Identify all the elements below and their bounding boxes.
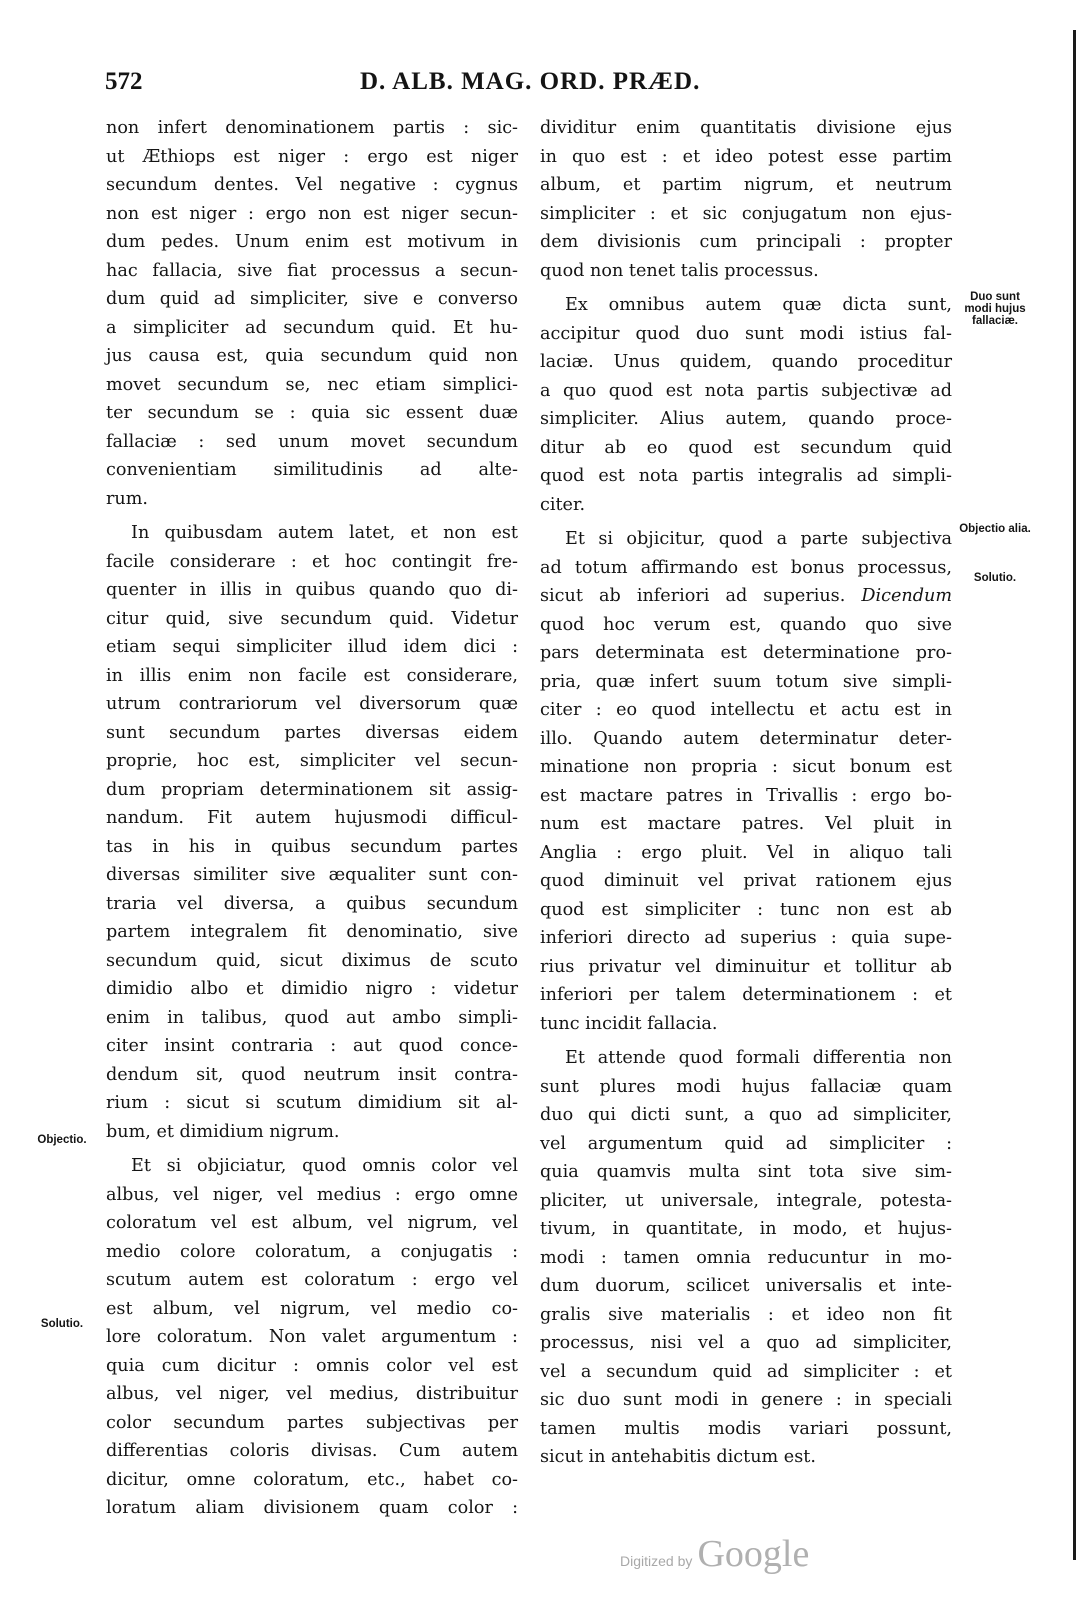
text-line: convenientiam similitudinis ad alte- [106,460,518,480]
text-line: pria, quæ infert suum totum sive simpli- [540,671,952,692]
text-line: etiam sequi simpliciter illud idem dici : [106,637,518,657]
text-line: est mactare patres in Trivallis : ergo bo- [540,785,952,806]
text-line: quod est nota partis integralis ad simpli- [540,466,952,486]
google-logo: Google [697,1533,810,1575]
text-line: minatione non propria : sicut bonum est [540,757,952,777]
text-line: vel a secundum quid ad simpliciter : et [540,1361,952,1382]
text-line: albus, vel niger, vel medius, distribuitur [106,1384,518,1404]
text-line: inferiori directo ad superius : quia supe- [540,928,952,948]
text-line: rium : sicut si scutum dimidium sit al- [106,1093,518,1113]
text-line: ditur ab eo quod est secundum quid [540,437,952,458]
page-header [0,68,1085,104]
text-line: modi : tamen omnia reducuntur in mo- [540,1247,952,1268]
text-line: secundum quid, sicut diximus de scuto [106,950,518,971]
text-line [540,582,952,611]
text-line: hac fallacia, sive fiat processus a secun- [106,260,518,281]
text-line: citer : eo quod intellectu et actu est in [540,700,952,720]
text-line: est album, vel nigrum, vel medio co- [106,1298,518,1319]
margin-note-objectio-alia: Objectio alia. [959,523,1031,535]
text-line: bum, et dimidium nigrum. [106,1121,340,1142]
left-column [106,114,518,1523]
text-line: pliciter, ut universale, integrale, potesta- [540,1190,952,1211]
text-line: sicut in antehabitis dictum est. [540,1447,816,1467]
text-line: quod est simpliciter : tunc non est ab [540,899,952,920]
text-line-start: sicut ab inferiori ad superius. [540,586,846,606]
text-line: simpliciter : et sic conjugatum non ejus- [540,203,952,224]
text-line: quia quamvis multa sint tota sive sim- [540,1162,952,1182]
text-line: non infert denominationem partis : sic- [106,118,518,138]
text-line: Et si objicitur, quod a parte subjectiva [565,529,952,549]
text-line: sunt secundum partes diversas eidem [106,722,518,743]
text-line: quod hoc verum est, quando quo sive [540,614,952,635]
text-line: In quibusdam autem latet, et non est [131,523,518,543]
text-line: sunt plures modi hujus fallaciæ quam [540,1076,952,1097]
text-line: nandum. Fit autem hujusmodi difficul- [106,808,518,828]
text-line: citer. [540,494,586,515]
text-line: gralis sive materialis : et ideo non fit [540,1304,952,1325]
text-line: in quo est : et ideo potest esse partim [540,146,952,167]
text-line: citur quid, sive secundum quid. Videtur [106,608,518,629]
text-line: num est mactare patres. Vel pluit in [540,814,952,834]
text-line: Anglia : ergo pluit. Vel in aliquo tali [540,842,952,863]
text-line: inferiori per talem determinationem : et [540,985,952,1005]
text-line: quenter in illis in quibus quando quo di- [106,580,518,600]
text-line: ter secundum se : quia sic essent duæ [106,403,518,423]
text-line: quia cum dicitur : omnis color vel est [106,1355,518,1376]
text-line: simpliciter. Alius autem, quando proce- [540,409,952,429]
digitized-watermark [620,1532,809,1576]
margin-note-solutio: Solutio. [40,1318,84,1330]
text-line: duo qui dicti sunt, a quo ad simpliciter, [540,1105,952,1125]
text-line: laciæ. Unus quidem, quando proceditur [540,352,952,372]
text-line: albus, vel niger, vel medius : ergo omne [106,1184,518,1205]
text-line: differentias coloris divisas. Cum autem [106,1441,518,1461]
digitized-by-text: Digitized by [620,1553,693,1569]
text-line: quod diminuit vel privat rationem ejus [540,871,952,891]
text-line: dum quid ad simpliciter, sive e converso [106,289,518,309]
text-line: secundum dentes. Vel negative : cygnus [106,175,518,195]
text-line: in illis enim non facile est considerare, [106,665,518,686]
text-line: coloratum vel est album, vel nigrum, vel [106,1213,518,1233]
text-line: traria vel diversa, a quibus secundum [106,893,518,914]
text-line: lore coloratum. Non valet argumentum : [106,1327,518,1347]
text-line: non est niger : ergo non est niger secun- [106,203,518,224]
right-column [540,114,952,1472]
text-line: dum propriam determinationem sit assig- [106,779,518,800]
text-line: album, et partim nigrum, et neutrum [540,175,952,195]
text-line: Ex omnibus autem quæ dicta sunt, [565,295,952,315]
text-line: utrum contrariorum vel diversorum quæ [106,694,518,714]
text-line: movet secundum se, nec etiam simplici- [106,374,518,395]
text-line: tamen multis modis variari possunt, [540,1418,952,1439]
text-line: color secundum partes subjectivas per [106,1412,518,1433]
text-line: scutum autem est coloratum : ergo vel [106,1270,518,1290]
text-line: dum pedes. Unum enim est motivum in [106,232,518,252]
text-line: fallaciæ : sed unum movet secundum [106,431,518,452]
page-number: 572 [105,68,143,95]
page-edge-line [1073,30,1076,1560]
text-line: dem divisionis cum principali : propter [540,232,952,252]
text-line: rum. [106,488,149,509]
running-head: D. ALB. MAG. ORD. PRÆD. [360,68,701,95]
text-line: ad totum affirmando est bonus processus, [540,557,952,578]
text-line: tas in his in quibus secundum partes [106,836,518,857]
text-line: ut Æthiops est niger : ergo est niger [106,146,518,167]
text-line: dendum sit, quod neutrum insit contra- [106,1064,518,1085]
text-line: diversas similiter sive æqualiter sunt con- [106,865,518,885]
text-line: dividitur enim quantitatis divisione ejus [540,118,952,138]
text-line: rius privatur vel diminuitur et tollitur ab [540,956,952,977]
text-line: jus causa est, quia secundum quid non [106,346,518,366]
text-line: proprie, hoc est, simpliciter vel secun- [106,751,518,771]
margin-note-solutio-right: Solutio. [973,572,1017,584]
text-line: accipitur quod duo sunt modi istius fal- [540,323,952,344]
text-line: quod non tenet talis processus. [540,260,819,281]
text-line: loratum aliam divisionem quam color : [106,1498,518,1518]
text-line: dum duorum, scilicet universalis et inte- [540,1276,952,1296]
text-line: citer insint contraria : aut quod conce- [106,1036,518,1056]
text-line: dimidio albo et dimidio nigro : videtur [106,979,518,999]
text-line: vel argumentum quid ad simpliciter : [540,1133,952,1154]
text-line: processus, nisi vel a quo ad simpliciter, [540,1333,952,1353]
text-line: illo. Quando autem determinatur deter- [540,728,952,749]
text-line: sic duo sunt modi in genere : in speciali [540,1390,952,1410]
text-line: tivum, in quantitate, in modo, et hujus- [540,1219,952,1239]
text-line: medio colore coloratum, a conjugatis : [106,1241,518,1262]
text-line: Et attende quod formali differentia non [565,1048,952,1068]
text-line: facile considerare : et hoc contingit fre- [106,551,518,572]
italic-word: Dicendum [861,586,953,606]
text-line: tunc incidit fallacia. [540,1013,718,1034]
text-line: dicitur, omne coloratum, etc., habet co- [106,1469,518,1490]
text-line: partem integralem fit denominatio, sive [106,922,518,942]
margin-note-objectio: Objectio. [37,1134,87,1146]
text-line: pars determinata est determinatione pro- [540,643,952,663]
text-line: a quo quod est nota partis subjectivæ ad [540,380,952,401]
text-line: enim in talibus, quod aut ambo simpli- [106,1007,518,1028]
text-line: a simpliciter ad secundum quid. Et hu- [106,317,518,338]
text-line: Et si objiciatur, quod omnis color vel [131,1156,518,1176]
margin-note-duo-sunt-modi: Duo sunt modi hujus fallaciæ. [964,291,1026,327]
